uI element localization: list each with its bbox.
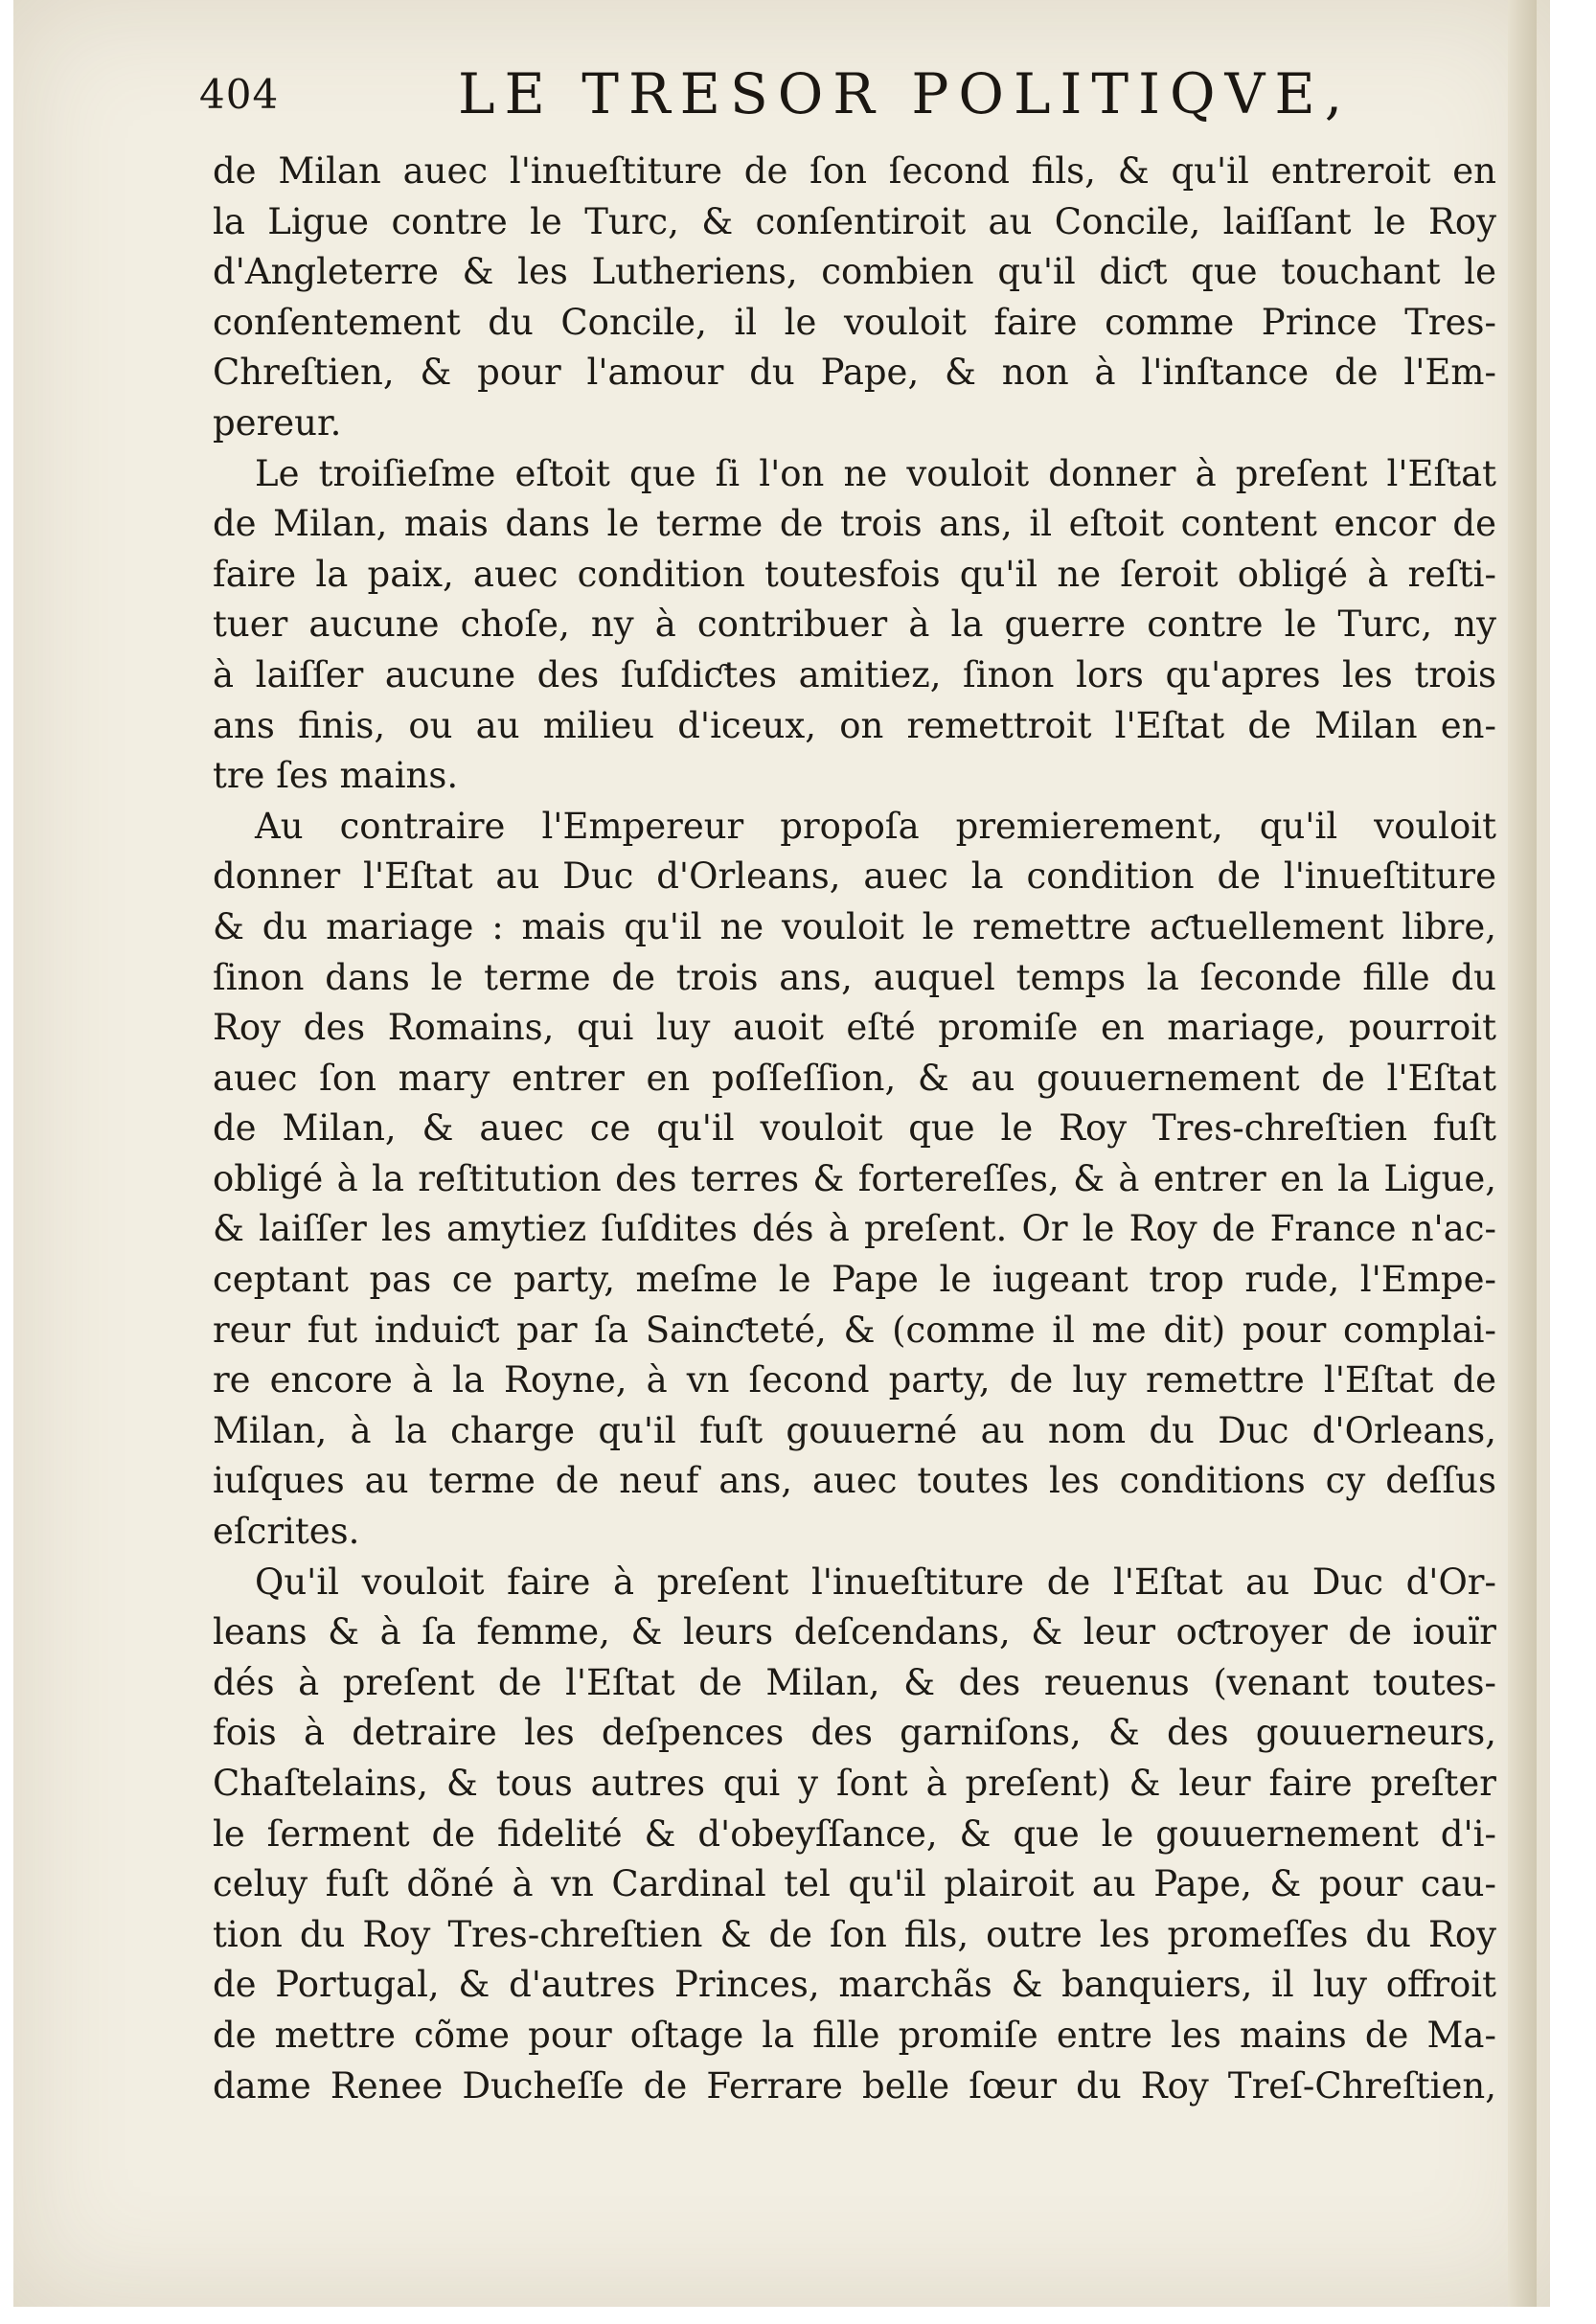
text-line: tuer aucune choſe, ny à contribuer à la guerre contre le Turc, ny — [213, 604, 1496, 646]
text-line: faire la paix, auec condition toutesfois qu'il ne ſeroit obligé à reſti- — [213, 553, 1496, 595]
text-line: dame Renee Ducheſſe de Ferrare belle ſœur du Roy Treſ-Chreſtien, — [213, 2064, 1496, 2107]
text-line: leans & à ſa femme, & leurs deſcendans, & leur oƈtroyer de iouïr — [213, 1611, 1496, 1653]
page-number: 404 — [199, 71, 280, 118]
text-line: de Milan, mais dans le terme de trois ans, il eſtoit content encor de — [213, 503, 1496, 545]
text-line: Qu'il vouloit faire à preſent l'inueſtiture de l'Eſtat au Duc d'Or- — [255, 1561, 1496, 1603]
text-line: tion du Roy Tres-chreſtien & de ſon fils, outre les promeſſes du Roy — [213, 1913, 1496, 1955]
text-line: iuſques au terme de neuf ans, auec toutes les conditions cy deſſus — [213, 1460, 1496, 1502]
text-line: de Milan auec l'inueſtiture de ſon ſecond fils, & qu'il entreroit en — [213, 150, 1496, 192]
text-line: celuy fuſt dõné à vn Cardinal tel qu'il plairoit au Pape, & pour cau- — [213, 1863, 1496, 1905]
text-line: donner l'Eſtat au Duc d'Orleans, auec la condition de l'inueſtiture — [213, 855, 1496, 898]
text-line: ſinon dans le terme de trois ans, auquel temps la ſeconde fille du — [213, 956, 1496, 998]
text-line: Le troiſieſme eſtoit que ſi l'on ne vouloit donner à preſent l'Eſtat — [255, 452, 1496, 494]
text-line: & du mariage : mais qu'il ne vouloit le remettre aƈtuellement libre, — [213, 905, 1496, 947]
text-line: fois à detraire les deſpences des garniſons, & des gouuerneurs, — [213, 1712, 1496, 1754]
running-title: LE TRESOR POLITIQVE, — [458, 61, 1353, 126]
text-line: dés à preſent de l'Eſtat de Milan, & des reuenus (venant toutes- — [213, 1661, 1496, 1703]
text-line: Chaſtelains, & tous autres qui y ſont à preſent) & leur faire preſter — [213, 1763, 1496, 1804]
text-line: & laiſſer les amytiez ſuſdites dés à preſent. Or le Roy de France n'ac- — [213, 1208, 1496, 1250]
text-line: ceptant pas ce party, meſme le Pape le iugeant trop rude, l'Empe- — [213, 1259, 1496, 1301]
body-text — [213, 147, 1496, 2111]
text-line: reur fut induiƈt par ſa Sainƈteté, & (comme il me dit) pour complai- — [213, 1309, 1496, 1351]
page-edge-shadow — [1508, 0, 1537, 2307]
text-line: re encore à la Royne, à vn ſecond party, de luy remettre l'Eſtat de — [213, 1359, 1496, 1401]
text-line: auec ſon mary entrer en poſſeſſion, & au gouuernement de l'Eſtat — [213, 1057, 1496, 1099]
text-line: la Ligue contre le Turc, & conſentiroit au Concile, laiſſant le Roy — [213, 200, 1496, 242]
text-line: d'Angleterre & les Lutheriens, combien qu'il diƈt que touchant le — [213, 251, 1496, 293]
text-line: le ſerment de fidelité & d'obeyſſance, & que le gouuernement d'i- — [213, 1812, 1496, 1855]
text-line: de Portugal, & d'autres Princes, marchãs & banquiers, il luy offroit — [213, 1964, 1496, 2006]
text-line: Au contraire l'Empereur propoſa premierement, qu'il vouloit — [255, 805, 1496, 847]
text-line: Roy des Romains, qui luy auoit eſté promiſe en mariage, pourroit — [213, 1007, 1496, 1049]
text-line: conſentement du Concile, il le vouloit faire comme Prince Tres- — [213, 301, 1496, 343]
text-line: ans finis, ou au milieu d'iceux, on remettroit l'Eſtat de Milan en- — [213, 704, 1496, 746]
text-line: de Milan, & auec ce qu'il vouloit que le Roy Tres-chreſtien fuſt — [213, 1107, 1496, 1150]
text-line: tre ſes mains. — [213, 755, 459, 797]
text-line: Milan, à la charge qu'il fuſt gouuerné au nom du Duc d'Orleans, — [213, 1409, 1496, 1451]
running-head — [199, 61, 1473, 138]
text-line: pereur. — [213, 401, 342, 444]
text-line: obligé à la reſtitution des terres & fortereſſes, & à entrer en la Ligue, — [213, 1157, 1496, 1199]
text-line: Chreſtien, & pour l'amour du Pape, & non à l'inſtance de l'Em- — [213, 352, 1496, 394]
text-line: de mettre cõme pour oſtage la fille promiſe entre les mains de Ma- — [213, 2014, 1496, 2056]
text-line: à laiſſer aucune des ſuſdiƈtes amitiez, ſinon lors qu'apres les trois — [213, 653, 1496, 695]
text-line: eſcrites. — [213, 1511, 360, 1553]
